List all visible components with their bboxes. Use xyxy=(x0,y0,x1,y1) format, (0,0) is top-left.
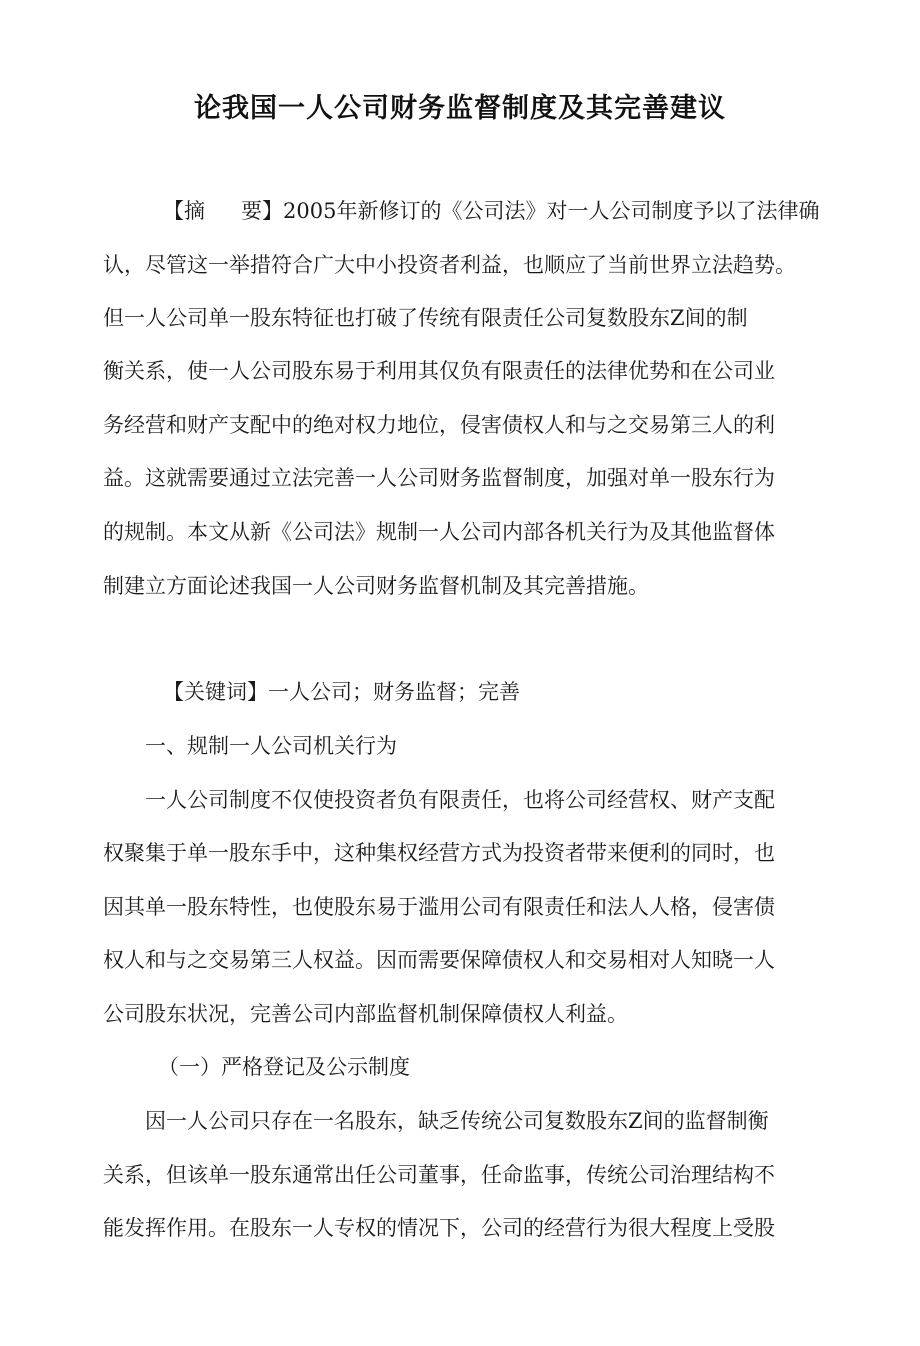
abstract-line-8: 制建立方面论述我国一人公司财务监督机制及其完善措施。 xyxy=(103,574,649,598)
abstract-line-6: 益。这就需要通过立法完善一人公司财务监督制度，加强对单一股东行为 xyxy=(103,466,775,490)
paragraph-line: 一人公司制度不仅使投资者负有限责任，也将公司经营权、财产支配 xyxy=(145,788,775,812)
subsection-heading: （一）严格登记及公示制度 xyxy=(158,1055,410,1079)
abstract-label-close: 要】 xyxy=(241,199,283,223)
abstract-line-2: 认，尽管这一举措符合广大中小投资者利益，也顺应了当前世界立法趋势。 xyxy=(103,253,796,277)
abstract-text-1: 2005年新修订的《公司法》对一人公司制度予以了法律确 xyxy=(283,199,820,223)
paragraph-line: 公司股东状况，完善公司内部监督机制保障债权人利益。 xyxy=(103,1002,628,1026)
paragraph-line: 权聚集于单一股东手中，这种集权经营方式为投资者带来便利的同时，也 xyxy=(103,841,775,865)
section-heading: 一、规制一人公司机关行为 xyxy=(145,734,397,758)
document-title: 论我国一人公司财务监督制度及其完善建议 xyxy=(194,93,726,124)
paragraph-line: 权人和与之交易第三人权益。因而需要保障债权人和交易相对人知晓一人 xyxy=(103,948,775,972)
abstract-line-4: 衡关系，使一人公司股东易于利用其仅负有限责任的法律优势和在公司业 xyxy=(103,359,775,383)
keywords: 【关键词】一人公司；财务监督；完善 xyxy=(163,680,520,704)
paragraph-line: 因一人公司只存在一名股东，缺乏传统公司复数股东Z间的监督制衡 xyxy=(145,1109,769,1133)
paragraph-line: 关系，但该单一股东通常出任公司董事，任命监事，传统公司治理结构不 xyxy=(103,1163,775,1187)
abstract-label-open: 【摘 xyxy=(163,199,205,223)
abstract-line-7: 的规制。本文从新《公司法》规制一人公司内部各机关行为及其他监督体 xyxy=(103,520,775,544)
abstract-line-1 xyxy=(163,196,819,226)
paragraph-line: 因其单一股东特性，也使股东易于滥用公司有限责任和法人人格，侵害债 xyxy=(103,895,775,919)
abstract-line-3: 但一人公司单一股东特征也打破了传统有限责任公司复数股东Z间的制 xyxy=(103,306,748,330)
abstract-line-5: 务经营和财产支配中的绝对权力地位，侵害债权人和与之交易第三人的利 xyxy=(103,413,775,437)
paragraph-line: 能发挥作用。在股东一人专权的情况下，公司的经营行为很大程度上受股 xyxy=(103,1216,775,1240)
